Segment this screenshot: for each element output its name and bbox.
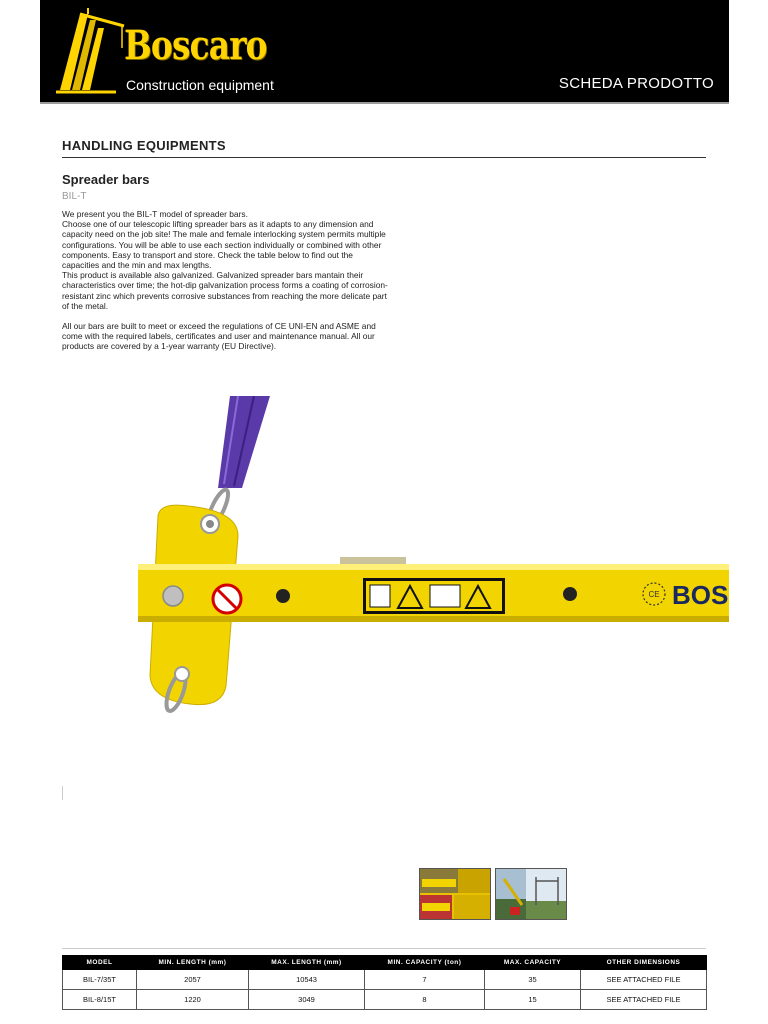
product-description — [62, 209, 392, 352]
description-paragraph: This product is available also galvanized. Galvanized spreader bars mantain their characteristics over time; the hot-dip galvanization process forms a coating of corrosion-resistant zinc which prevents corrosive substances from reaching the more delicate part of the metal. — [62, 270, 388, 311]
table-cell: BIL-8/15T — [63, 990, 137, 1010]
gallery-thumbnail-1[interactable] — [419, 868, 491, 920]
table-header-row — [63, 956, 707, 970]
column-header: MAX. LENGTH (mm) — [249, 956, 365, 970]
table-cell: SEE ATTACHED FILE — [581, 990, 707, 1010]
ce-mark: CE — [648, 590, 660, 599]
section-divider — [62, 157, 706, 158]
table-divider — [62, 948, 706, 949]
column-header: MODEL — [63, 956, 137, 970]
table-cell: 2057 — [137, 970, 249, 990]
column-header: MIN. LENGTH (mm) — [137, 956, 249, 970]
table-row — [63, 970, 707, 990]
document-type-label: SCHEDA PRODOTTO — [558, 75, 714, 92]
product-photo — [130, 396, 729, 726]
column-header: MAX. CAPACITY — [485, 956, 581, 970]
page-header — [40, 0, 729, 104]
table-cell: 1220 — [137, 990, 249, 1010]
table-cell: BIL-7/35T — [63, 970, 137, 990]
section-title: HANDLING EQUIPMENTS — [62, 138, 226, 153]
table-cell: 3049 — [249, 990, 365, 1010]
table-cell: SEE ATTACHED FILE — [581, 970, 707, 990]
table-cell: 8 — [365, 990, 485, 1010]
table-cell: 7 — [365, 970, 485, 990]
table-cell: 10543 — [249, 970, 365, 990]
column-header: MIN. CAPACITY (ton) — [365, 956, 485, 970]
product-model-code: BIL-T — [62, 191, 87, 202]
brand-tagline: Construction equipment — [126, 77, 274, 93]
description-paragraph: We present you the BIL-T model of spreader bars. — [62, 209, 248, 219]
description-paragraph: All our bars are built to meet or exceed the regulations of CE UNI-EN and ASME and come with the required labels, certificates and user and maintenance manual. All our products are covered by a 1-year warranty (EU Directive). — [62, 321, 376, 352]
bar-brand-text: BOS — [672, 580, 729, 610]
gallery-thumbnail-2[interactable] — [495, 868, 567, 920]
table-cell: 35 — [485, 970, 581, 990]
product-title: Spreader bars — [62, 172, 150, 187]
brand-name: Boscaro — [124, 22, 267, 69]
table-row — [63, 990, 707, 1010]
spec-table — [62, 955, 707, 1010]
description-paragraph: Choose one of our telescopic lifting spreader bars as it adapts to any dimension and capacity need on the job site! The male and female interlocking system permits multiple configurations. You will be able to use each section individually or combined with other components. Easy to transport and store. Check the table below to find out the capacities and the min and max lengths. — [62, 219, 386, 271]
table-cell: 15 — [485, 990, 581, 1010]
divider-mark — [62, 786, 63, 800]
column-header: OTHER DIMENSIONS — [581, 956, 707, 970]
